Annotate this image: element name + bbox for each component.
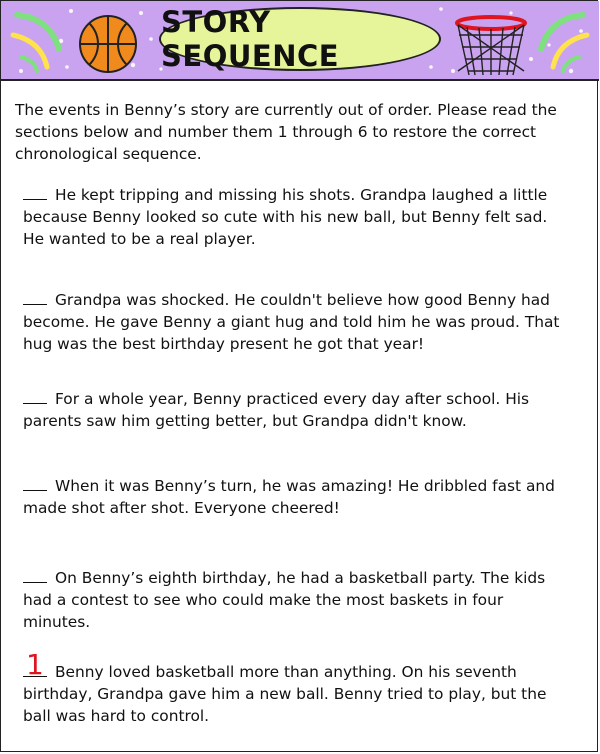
story-event-6 xyxy=(23,648,571,727)
story-event-5 xyxy=(23,567,571,633)
answer-blank[interactable]: 1 xyxy=(23,662,47,677)
answer-blank[interactable] xyxy=(23,568,47,583)
event-text: He kept tripping and missing his shots. Grandpa laughed a little because Benny looked so cute with his new ball, but Benny felt sad. He wanted to be a real player. xyxy=(23,186,548,248)
story-event-4 xyxy=(23,475,571,519)
swirl-right-icon xyxy=(529,9,591,73)
basketball-icon xyxy=(77,13,139,75)
story-event-1 xyxy=(23,184,571,250)
instructions-text: The events in Benny’s story are currently out of order. Please read the sections below and number them 1 through 6 to restore the correct chronological sequence. xyxy=(15,101,557,163)
basketball-hoop-icon xyxy=(453,15,529,79)
answer-blank[interactable] xyxy=(23,389,47,404)
event-text: For a whole year, Benny practiced every day after school. His parents saw him getting better, but Grandpa didn't know. xyxy=(23,390,530,430)
answer-blank[interactable] xyxy=(23,290,47,305)
event-text: When it was Benny’s turn, he was amazing! He dribbled fast and made shot after shot. Everyone cheered! xyxy=(23,477,555,517)
title-badge xyxy=(159,7,441,71)
page-title: STORY SEQUENCE xyxy=(161,5,340,73)
story-event-2 xyxy=(23,289,571,355)
swirl-left-icon xyxy=(9,9,69,73)
header-banner xyxy=(1,1,599,81)
answer-blank[interactable] xyxy=(23,476,47,491)
answer-blank[interactable] xyxy=(23,185,47,200)
event-text: Benny loved basketball more than anything. On his seventh birthday, Grandpa gave him a new ball. Benny tried to play, but the ball was hard to control. xyxy=(23,663,547,725)
story-event-3 xyxy=(23,388,571,432)
event-text: On Benny’s eighth birthday, he had a basketball party. The kids had a contest to see who could make the most baskets in four minutes. xyxy=(23,569,546,631)
event-text: Grandpa was shocked. He couldn't believe how good Benny had become. He gave Benny a giant hug and told him he was proud. That hug was the best birthday present he got that year! xyxy=(23,291,560,353)
